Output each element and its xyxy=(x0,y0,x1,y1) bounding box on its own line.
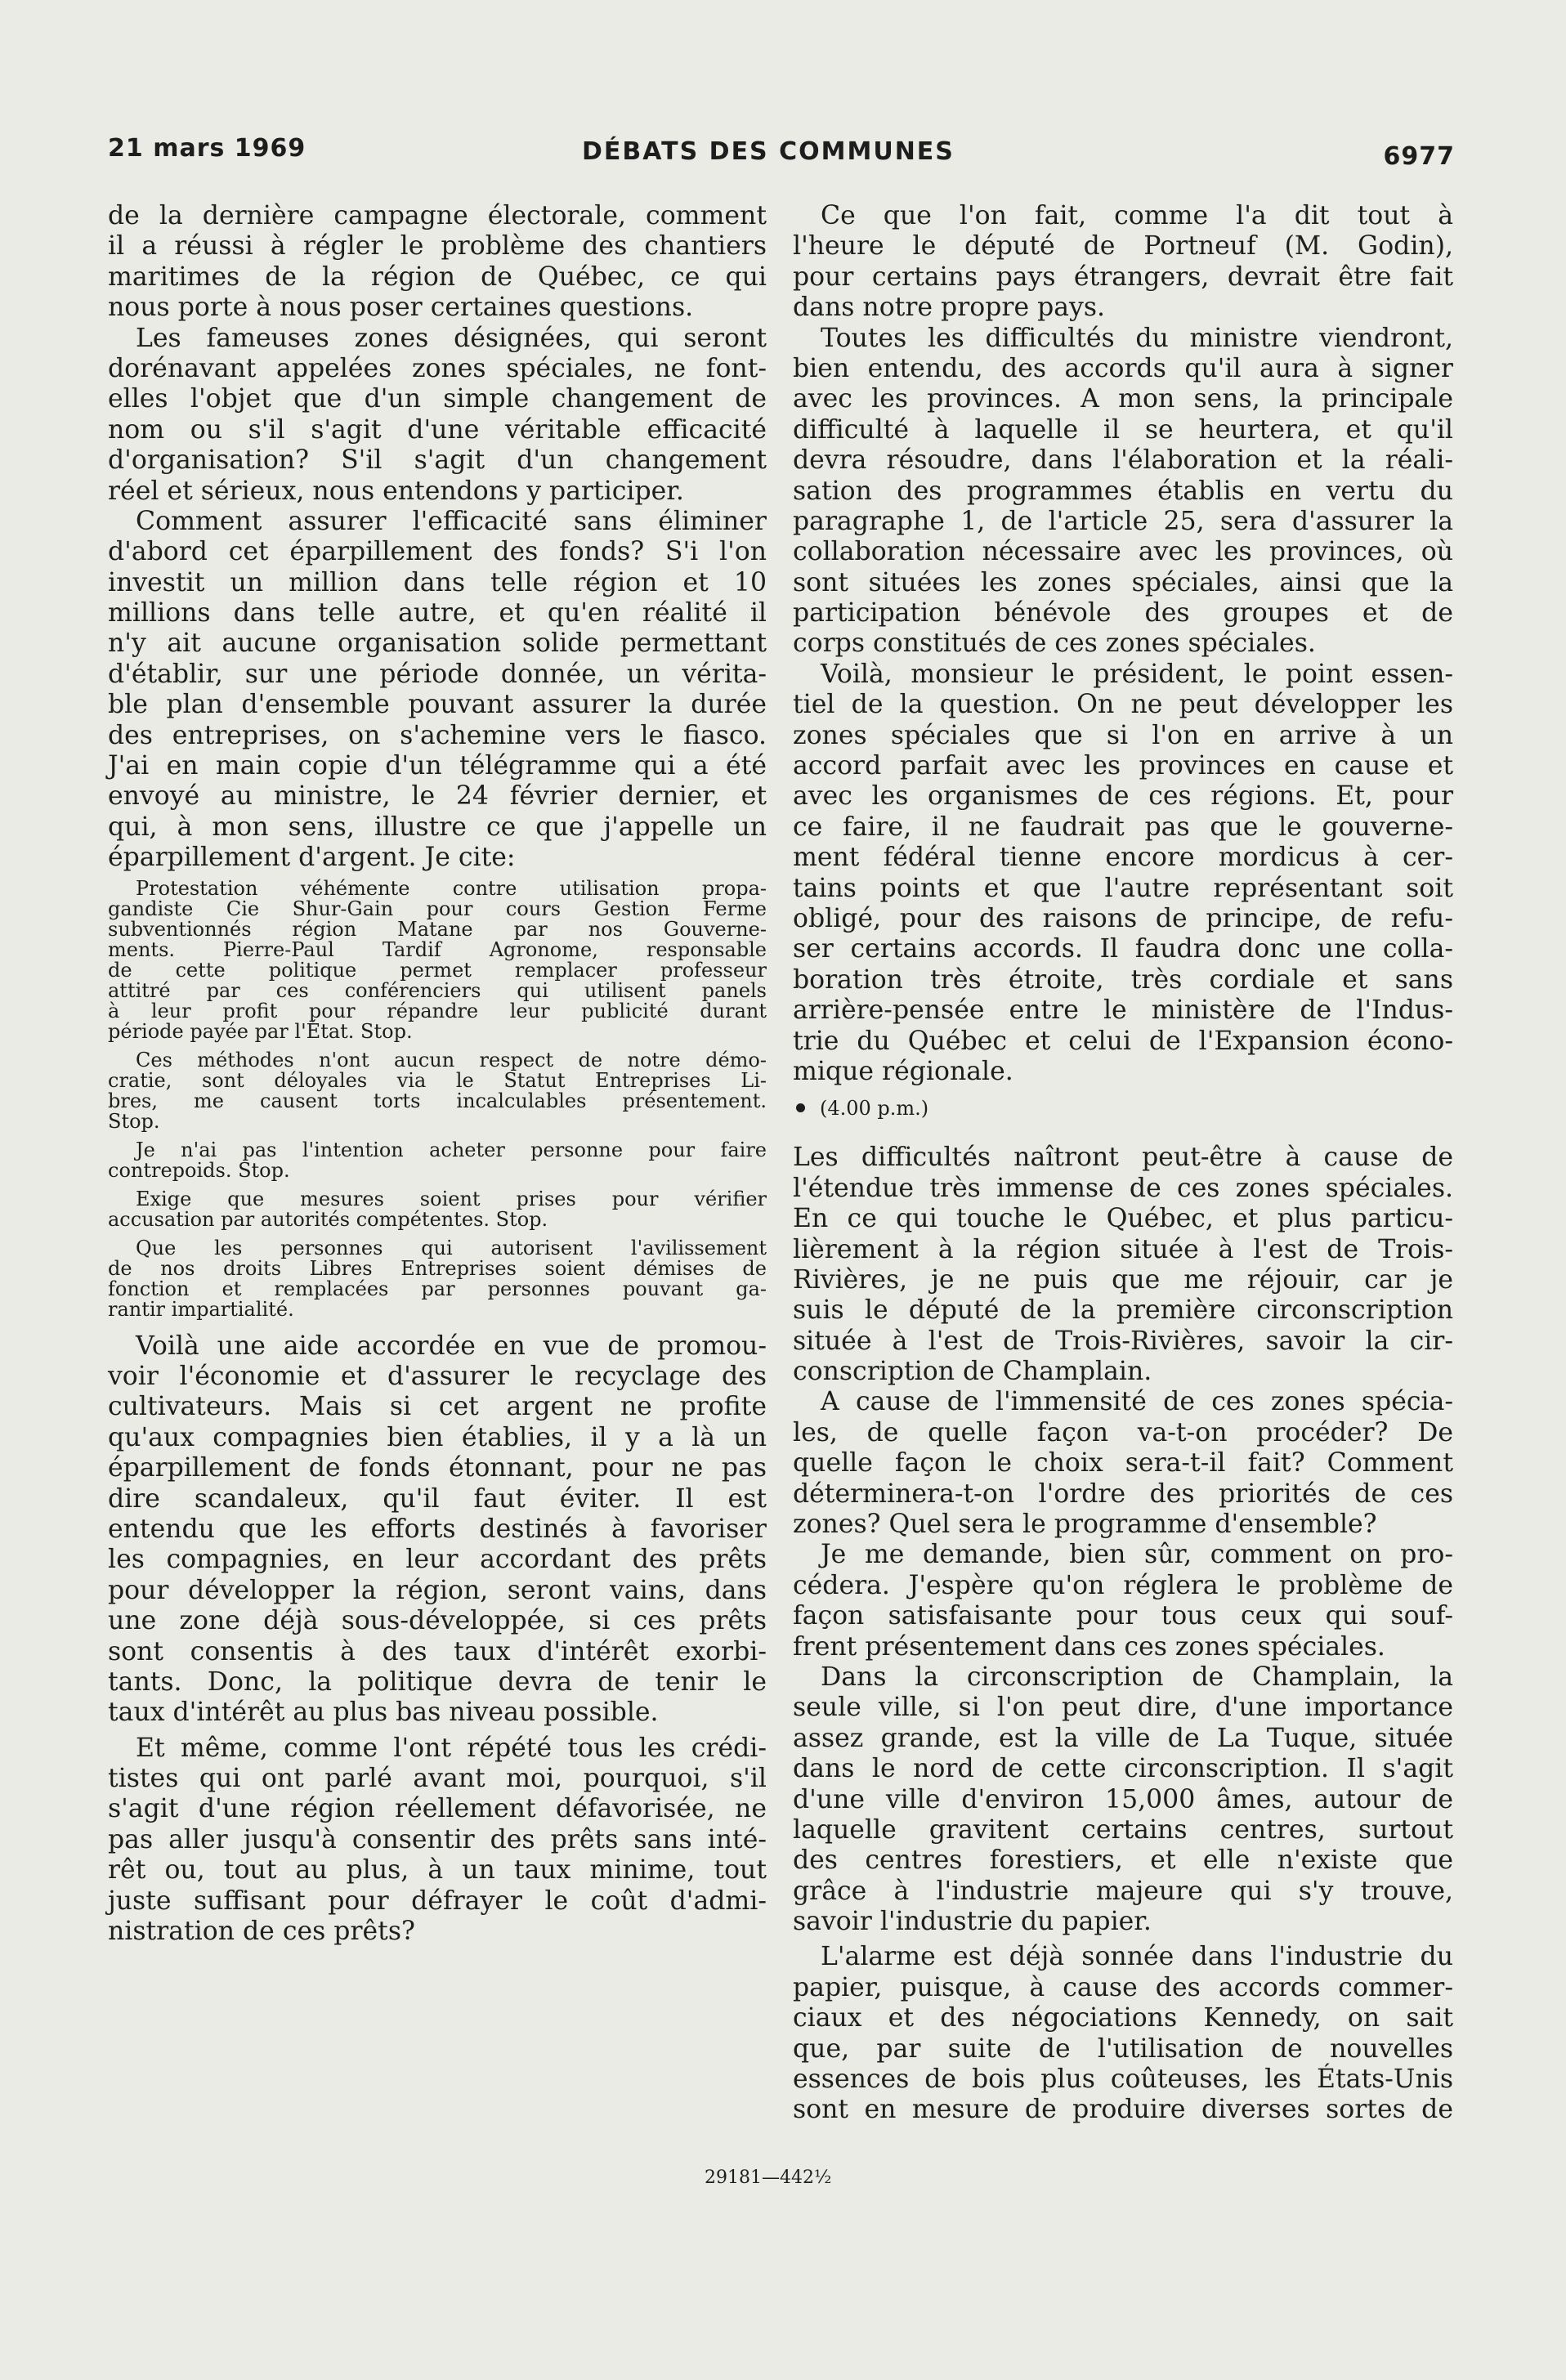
quote-line: Je n'ai pas l'intention acheter personne pour faire xyxy=(136,1138,767,1161)
text-line: ble plan d'ensemble pouvant assurer la durée xyxy=(108,690,767,720)
text-line: mique régionale. xyxy=(793,1056,1013,1086)
text-line: Toutes les difficultés du ministre viendront, xyxy=(821,323,1453,353)
paragraph xyxy=(793,1942,1453,2125)
text-line: sation des programmes établis en vertu du xyxy=(793,476,1453,506)
paragraph xyxy=(793,660,1453,1087)
text-line: Ce que l'on fait, comme l'a dit tout à xyxy=(821,201,1453,230)
text-line: d'établir, sur une période donnée, un vérita- xyxy=(108,659,767,689)
text-line: éparpillement de fonds étonnant, pour ne pas xyxy=(108,1453,767,1483)
text-line: pour certains pays étrangers, devrait être fait xyxy=(793,262,1453,292)
text-line: réel et sérieux, nous entendons y participer. xyxy=(108,476,684,506)
text-line: En ce qui touche le Québec, et plus particu- xyxy=(793,1204,1453,1234)
quote-line: Protestation véhémente contre utilisation propa- xyxy=(136,876,767,900)
text-line: des entreprises, on s'achemine vers le fiasco. xyxy=(108,720,767,750)
text-line: seule ville, si l'on peut dire, d'une importance xyxy=(793,1693,1453,1723)
text-line: difficulté à laquelle il se heurtera, et qu'il xyxy=(793,414,1453,445)
text-line: sont situées les zones spéciales, ainsi que la xyxy=(793,567,1453,597)
quote-line: attitré par ces conférenciers qui utilisent panels xyxy=(108,978,767,1002)
text-line: Et même, comme l'ont répété tous les crédi- xyxy=(136,1733,767,1763)
bullet-icon xyxy=(796,1103,805,1112)
text-line: sont consentis à des taux d'intérêt exorbi- xyxy=(108,1636,767,1666)
quote-line: à leur profit pour répandre leur publicité durant xyxy=(108,999,767,1022)
text-line: zones spéciales que si l'on en arrive à un xyxy=(793,720,1453,750)
text-line: L'alarme est déjà sonnée dans l'industrie du xyxy=(821,1942,1453,1972)
text-line: grâce à l'industrie majeure qui s'y trouve, xyxy=(793,1876,1453,1906)
text-line: investit un million dans telle région et 10 xyxy=(108,567,767,597)
text-line: corps constitués de ces zones spéciales. xyxy=(793,629,1316,659)
text-line: maritimes de la région de Québec, ce qui xyxy=(108,262,767,292)
right-column xyxy=(793,201,1453,2126)
text-line: tants. Donc, la politique devra de tenir le xyxy=(108,1666,767,1697)
text-line: assez grande, est la ville de La Tuque, située xyxy=(793,1723,1453,1753)
text-line: savoir l'industrie du papier. xyxy=(793,1907,1152,1937)
text-line: suis le député de la première circonscription xyxy=(793,1295,1453,1326)
text-line: ce faire, il ne faudrait pas que le gouverne- xyxy=(793,812,1453,842)
text-line: nous porte à nous poser certaines questions. xyxy=(108,293,694,323)
text-line: zones? Quel sera le programme d'ensemble? xyxy=(793,1510,1377,1540)
text-line: boration très étroite, très cordiale et sans xyxy=(793,964,1453,995)
text-line: d'une ville d'environ 15,000 âmes, autour de xyxy=(793,1784,1453,1814)
time-marker xyxy=(793,1092,1453,1125)
text-line: arrière-pensée entre le ministère de l'Indus- xyxy=(793,995,1453,1026)
time-marker-text: (4.00 p.m.) xyxy=(820,1097,929,1121)
text-line: les compagnies, en leur accordant des prêts xyxy=(108,1545,767,1575)
text-line: A cause de l'immensité de ces zones spécia- xyxy=(821,1387,1453,1417)
text-line: Les difficultés naîtront peut-être à cause de xyxy=(793,1143,1453,1173)
paragraph xyxy=(793,324,1453,660)
paragraph xyxy=(108,1734,767,1948)
telegram-quote xyxy=(108,876,767,1321)
footer-code: 29181—442½ xyxy=(705,2168,832,2188)
quote-line: Que les personnes qui autorisent l'avilissement xyxy=(136,1236,767,1259)
text-line: essences de bois plus coûteuses, les États-Unis xyxy=(793,2065,1453,2095)
text-line: collaboration nécessaire avec les provinces, où xyxy=(793,537,1453,567)
text-line: elles l'objet que d'un simple changement de xyxy=(108,384,767,414)
text-line: Dans la circonscription de Champlain, la xyxy=(821,1662,1453,1692)
text-line: tains points et que l'autre représentant soit xyxy=(793,873,1453,903)
quote-line: Stop. xyxy=(108,1109,160,1133)
header-title: DÉBATS DES COMMUNES xyxy=(582,137,955,166)
paragraph xyxy=(108,1331,767,1729)
quote-line: cratie, sont déloyales via le Statut Entreprises Li- xyxy=(108,1068,767,1092)
text-line: ment fédéral tienne encore mordicus à cer- xyxy=(793,843,1453,873)
text-line: millions dans telle autre, et qu'en réalité il xyxy=(108,598,767,629)
text-line: cultivateurs. Mais si cet argent ne profite xyxy=(108,1392,767,1422)
paragraph xyxy=(108,324,767,507)
quote-line: fonction et remplacées par personnes pouvant ga- xyxy=(108,1277,767,1300)
text-line: de la dernière campagne électorale, comment xyxy=(108,201,767,230)
text-line: dans le nord de cette circonscription. Il s'agit xyxy=(793,1754,1453,1784)
text-line: bien entendu, des accords qu'il aura à signer xyxy=(793,353,1453,383)
text-line: déterminera-t-on l'ordre des priorités de ces xyxy=(793,1479,1453,1509)
text-line: pas aller jusqu'à consentir des prêts sans inté- xyxy=(108,1824,767,1854)
text-line: lièrement à la région située à l'est de Trois- xyxy=(793,1234,1453,1264)
text-line: voir l'économie et d'assurer le recyclage des xyxy=(108,1361,767,1391)
text-line: nistration de ces prêts? xyxy=(108,1917,415,1947)
quote-line: ments. Pierre-Paul Tardif Agronome, responsable xyxy=(108,937,767,961)
text-line: entendu que les efforts destinés à favoriser xyxy=(108,1514,767,1544)
text-line: obligé, pour des raisons de principe, de refu- xyxy=(793,903,1453,933)
text-line: qu'aux compagnies bien établies, il y a là un xyxy=(108,1422,767,1452)
text-line: papier, puisque, à cause des accords commer- xyxy=(793,1972,1453,2002)
paragraph xyxy=(793,1662,1453,1938)
text-line: une zone déjà sous-développée, si ces prêts xyxy=(108,1606,767,1636)
paragraph xyxy=(793,1387,1453,1540)
text-line: façon satisfaisante pour tous ceux qui souf- xyxy=(793,1601,1453,1631)
quote-line: de cette politique permet remplacer professeur xyxy=(108,958,767,982)
text-line: rêt ou, tout au plus, à un taux minime, tout xyxy=(108,1855,767,1886)
text-line: quelle façon le choix sera-t-il fait? Comment xyxy=(793,1448,1453,1479)
text-line: conscription de Champlain. xyxy=(793,1357,1152,1387)
text-line: d'organisation? S'il s'agit d'un changement xyxy=(108,445,767,476)
text-line: ser certains accords. Il faudra donc une colla- xyxy=(793,934,1453,964)
text-line: les, de quelle façon va-t-on procéder? De xyxy=(793,1417,1453,1447)
text-line: devra résoudre, dans l'élaboration et la réali- xyxy=(793,445,1453,476)
text-line: laquelle gravitent certains centres, surtout xyxy=(793,1814,1453,1845)
quote-line: de nos droits Libres Entreprises soient démises de xyxy=(108,1256,767,1280)
quote-line: période payée par l'État. Stop. xyxy=(108,1019,413,1043)
text-line: éparpillement d'argent. Je cite: xyxy=(108,843,516,873)
page-header xyxy=(108,134,1455,175)
text-line: cédera. J'espère qu'on réglera le problème de xyxy=(793,1570,1453,1600)
text-line: il a réussi à régler le problème des chantiers xyxy=(108,231,767,262)
text-line: tistes qui ont parlé avant moi, pourquoi, s'il xyxy=(108,1764,767,1794)
text-line: Rivières, je ne puis que me réjouir, car je xyxy=(793,1264,1453,1295)
text-line: J'ai en main copie d'un télégramme qui a été xyxy=(108,751,767,781)
quote-line: subventionnés région Matane par nos Gouverne- xyxy=(108,917,767,941)
quote-line: Exige que mesures soient prises pour vérifier xyxy=(136,1187,767,1210)
page-number: 6977 xyxy=(1383,142,1455,171)
text-line: trie du Québec et celui de l'Expansion écono- xyxy=(793,1026,1453,1056)
quote-line: rantir impartialité. xyxy=(108,1297,294,1321)
text-line: ciaux et des négociations Kennedy, on sait xyxy=(793,2003,1453,2033)
text-line: juste suffisant pour défrayer le coût d'admi- xyxy=(108,1886,767,1916)
text-line: sont en mesure de produire diverses sortes de xyxy=(793,2095,1453,2125)
text-line: située à l'est de Trois-Rivières, savoir la cir- xyxy=(793,1326,1453,1356)
text-line: Comment assurer l'efficacité sans éliminer xyxy=(136,506,767,536)
quote-line: Ces méthodes n'ont aucun respect de notre démo- xyxy=(136,1048,767,1071)
text-line: Je me demande, bien sûr, comment on pro- xyxy=(821,1540,1453,1570)
text-line: Voilà, monsieur le président, le point essen- xyxy=(821,659,1453,689)
quote-line: accusation par autorités compétentes. Stop. xyxy=(108,1207,548,1231)
paragraph xyxy=(108,201,767,324)
paragraph xyxy=(793,1540,1453,1662)
text-line: taux d'intérêt au plus bas niveau possible. xyxy=(108,1698,659,1728)
text-line: d'abord cet éparpillement des fonds? S'i l'on xyxy=(108,537,767,567)
text-line: avec les organismes de ces régions. Et, pour xyxy=(793,781,1453,812)
text-line: l'heure le député de Portneuf (M. Godin), xyxy=(793,231,1453,262)
text-line: n'y ait aucune organisation solide permettant xyxy=(108,629,767,659)
text-line: dire scandaleux, qu'il faut éviter. Il est xyxy=(108,1483,767,1514)
left-column xyxy=(108,201,767,1947)
text-line: pour développer la région, seront vains, dans xyxy=(108,1575,767,1605)
text-line: envoyé au ministre, le 24 février dernier, et xyxy=(108,781,767,812)
text-line: l'étendue très immense de ces zones spéciales. xyxy=(793,1173,1453,1203)
text-line: Les fameuses zones désignées, qui seront xyxy=(136,323,767,353)
text-line: qui, à mon sens, illustre ce que j'appelle un xyxy=(108,812,767,842)
text-line: tiel de la question. On ne peut développer les xyxy=(793,690,1453,720)
text-line: avec les provinces. A mon sens, la principale xyxy=(793,384,1453,414)
text-line: frent présentement dans ces zones spéciales. xyxy=(793,1631,1385,1662)
text-line: des centres forestiers, et elle n'existe que xyxy=(793,1845,1453,1876)
paragraph xyxy=(793,201,1453,324)
text-line: dans notre propre pays. xyxy=(793,293,1106,323)
text-line: accord parfait avec les provinces en cause et xyxy=(793,751,1453,781)
quote-line: contrepoids. Stop. xyxy=(108,1158,290,1182)
paragraph xyxy=(793,1143,1453,1387)
text-line: paragraphe 1, de l'article 25, sera d'assurer la xyxy=(793,506,1453,536)
quote-line: bres, me causent torts incalculables présentement. xyxy=(108,1089,767,1112)
text-line: s'agit d'une région réellement défavorisée, ne xyxy=(108,1794,767,1824)
quote-line: gandiste Cie Shur-Gain pour cours Gestion Ferme xyxy=(108,897,767,920)
text-line: que, par suite de l'utilisation de nouvelles xyxy=(793,2033,1453,2064)
text-line: participation bénévole des groupes et de xyxy=(793,598,1453,629)
text-line: nom ou s'il s'agit d'une véritable efficacité xyxy=(108,414,767,445)
text-line: Voilà une aide accordée en vue de promou- xyxy=(136,1331,767,1361)
header-date: 21 mars 1969 xyxy=(108,134,306,163)
text-line: dorénavant appelées zones spéciales, ne font- xyxy=(108,353,767,383)
paragraph xyxy=(108,507,767,874)
